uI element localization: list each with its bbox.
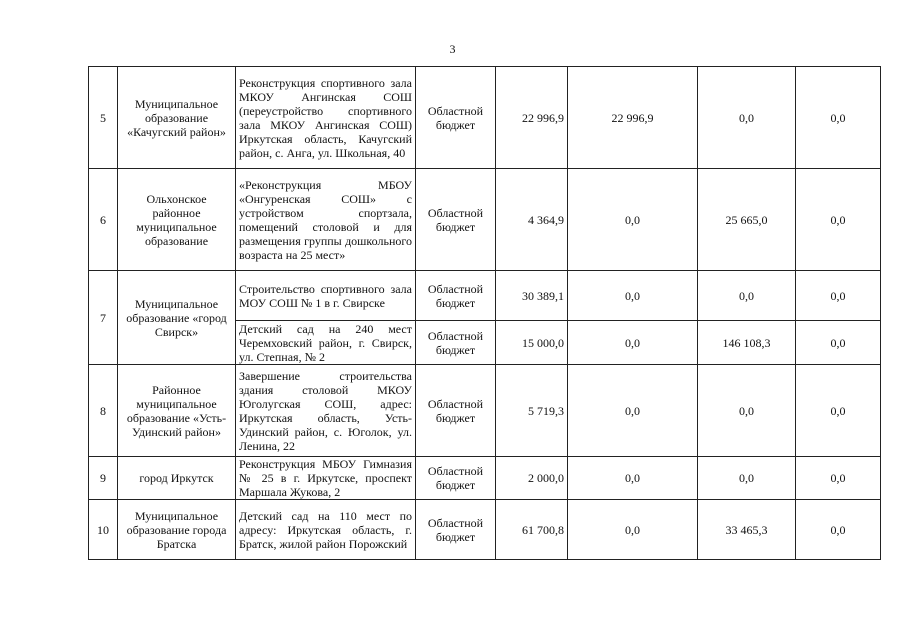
amount-cell: 0,0	[568, 271, 698, 321]
table-row	[89, 169, 881, 271]
amount-cell: 15 000,0	[496, 321, 568, 365]
table-row	[89, 271, 881, 321]
funding-source-cell: Областной бюджет	[416, 271, 496, 321]
municipality-cell: Районное муниципальное образование «Усть-Удинский район»	[118, 365, 236, 457]
amount-cell: 22 996,9	[496, 67, 568, 169]
amount-cell: 0,0	[698, 67, 796, 169]
row-number: 10	[89, 500, 118, 560]
table-row	[89, 67, 881, 169]
amount-cell: 0,0	[568, 321, 698, 365]
amount-cell: 0,0	[568, 500, 698, 560]
project-cell: Реконструкция спортивного зала МКОУ Ангинская СОШ (переустройство спортивного зала МКОУ Ангинская СОШ) Иркутская область, Качугский район, с. Анга, ул. Школьная, 40	[236, 67, 416, 169]
municipality-cell: Муниципальное образование города Братска	[118, 500, 236, 560]
row-number: 9	[89, 457, 118, 500]
amount-cell: 4 364,9	[496, 169, 568, 271]
page-number: 3	[449, 42, 456, 56]
row-number: 6	[89, 169, 118, 271]
table-row	[89, 457, 881, 500]
funding-source-cell: Областной бюджет	[416, 67, 496, 169]
budget-table	[88, 66, 881, 560]
municipality-cell: Муниципальное образование «город Свирск»	[118, 271, 236, 365]
amount-cell: 2 000,0	[496, 457, 568, 500]
project-cell: Реконструкция МБОУ Гимназия № 25 в г. Иркутске, проспект Маршала Жукова, 2	[236, 457, 416, 500]
row-number: 5	[89, 67, 118, 169]
amount-cell: 0,0	[568, 457, 698, 500]
amount-cell: 0,0	[796, 457, 881, 500]
funding-source-cell: Областной бюджет	[416, 169, 496, 271]
amount-cell: 0,0	[796, 500, 881, 560]
amount-cell: 33 465,3	[698, 500, 796, 560]
project-cell: «Реконструкция МБОУ «Онгуренская СОШ» с устройством спортзала, помещений столовой и для размещения группы дошкольного возраста на 25 мест»	[236, 169, 416, 271]
table-row	[89, 365, 881, 457]
project-cell: Строительство спортивного зала МОУ СОШ № 1 в г. Свирске	[236, 271, 416, 321]
amount-cell: 146 108,3	[698, 321, 796, 365]
table-row	[89, 500, 881, 560]
amount-cell: 0,0	[568, 365, 698, 457]
amount-cell: 0,0	[568, 169, 698, 271]
funding-source-cell: Областной бюджет	[416, 457, 496, 500]
funding-source-cell: Областной бюджет	[416, 365, 496, 457]
amount-cell: 30 389,1	[496, 271, 568, 321]
municipality-cell: город Иркутск	[118, 457, 236, 500]
amount-cell: 61 700,8	[496, 500, 568, 560]
amount-cell: 5 719,3	[496, 365, 568, 457]
row-number: 7	[89, 271, 118, 365]
amount-cell: 0,0	[698, 365, 796, 457]
amount-cell: 0,0	[796, 365, 881, 457]
funding-source-cell: Областной бюджет	[416, 321, 496, 365]
amount-cell: 0,0	[796, 271, 881, 321]
amount-cell: 0,0	[796, 321, 881, 365]
project-cell: Детский сад на 110 мест по адресу: Иркутская область, г. Братск, жилой район Порожский	[236, 500, 416, 560]
municipality-cell: Ольхонское районное муниципальное образование	[118, 169, 236, 271]
amount-cell: 0,0	[796, 67, 881, 169]
amount-cell: 0,0	[796, 169, 881, 271]
municipality-cell: Муниципальное образование «Качугский район»	[118, 67, 236, 169]
row-number: 8	[89, 365, 118, 457]
amount-cell: 0,0	[698, 457, 796, 500]
amount-cell: 0,0	[698, 271, 796, 321]
project-cell: Завершение строительства здания столовой МКОУ Юголугская СОШ, адрес: Иркутская область, Усть-Удинский район, с. Юголок, ул. Ленина, 22	[236, 365, 416, 457]
funding-source-cell: Областной бюджет	[416, 500, 496, 560]
amount-cell: 22 996,9	[568, 67, 698, 169]
project-cell: Детский сад на 240 мест Черемховский район, г. Свирск, ул. Степная, № 2	[236, 321, 416, 365]
amount-cell: 25 665,0	[698, 169, 796, 271]
